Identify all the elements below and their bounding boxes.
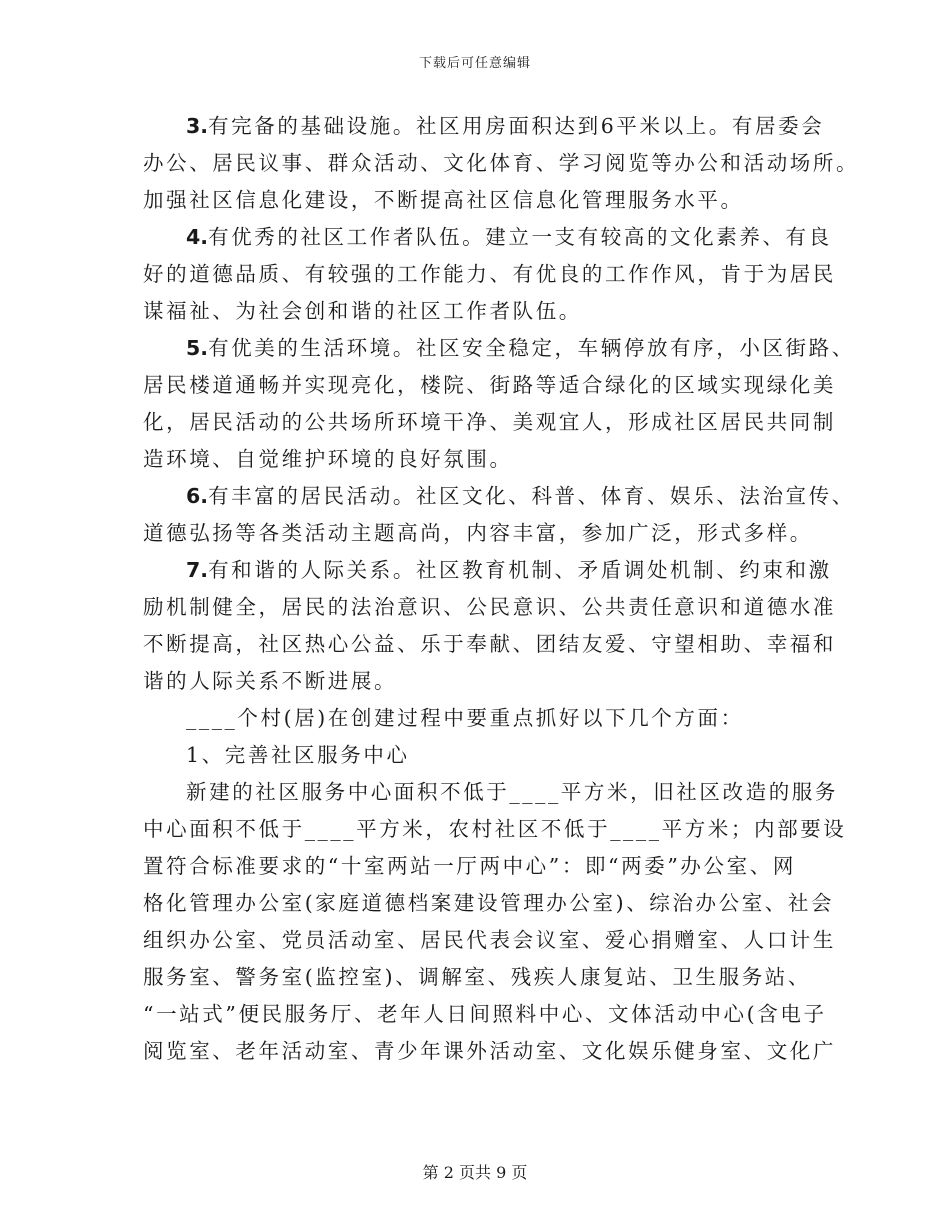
section-heading bbox=[143, 737, 803, 774]
item-number: 3. bbox=[186, 114, 209, 138]
text-line bbox=[143, 330, 855, 367]
text-line: 置符合标准要求的“十室两站一厅两中心”：即“两委”办公室、网 bbox=[143, 854, 796, 878]
text-line: 服务室、警务室(监控室)、调解室、残疾人康复站、卫生服务站、 bbox=[143, 965, 811, 989]
paragraph-service-center bbox=[143, 774, 847, 1070]
text-line: 励机制健全，居民的法治意识、公民意识、公共责任意识和道德水准 bbox=[143, 595, 836, 619]
paragraph-intro bbox=[143, 700, 803, 737]
paragraph-item-7 bbox=[143, 552, 836, 700]
line-text: 有和谐的人际关系。社区教育机制、矛盾调处机制、约束和激 bbox=[208, 558, 832, 582]
text-line: 不断提高，社区热心公益、乐于奉献、团结友爱、守望相助、幸福和 bbox=[143, 632, 836, 656]
text-line bbox=[143, 219, 832, 256]
text-line: 造环境、自觉维护环境的良好氛围。 bbox=[143, 447, 513, 471]
text-line: ____个村(居)在创建过程中要重点抓好以下几个方面： bbox=[186, 706, 744, 730]
text-line: 组织办公室、党员活动室、居民代表会议室、爱心捐赠室、人口计生 bbox=[143, 928, 836, 952]
item-number: 5. bbox=[186, 336, 209, 360]
paragraph-item-6 bbox=[143, 478, 855, 552]
text-line: 格化管理办公室(家庭道德档案建设管理办公室)、综治办公室、社会 bbox=[143, 891, 835, 915]
text-line: 好的道德品质、有较强的工作能力、有优良的工作作风，肯于为居民 bbox=[143, 262, 836, 286]
text-line: 阅览室、老年活动室、青少年课外活动室、文化娱乐健身室、文化广 bbox=[143, 1039, 836, 1063]
page-header: 下载后可任意编辑 bbox=[418, 56, 531, 71]
text-line: 道德弘扬等各类活动主题高尚，内容丰富，参加广泛，形式多样。 bbox=[143, 521, 813, 545]
paragraph-item-3 bbox=[143, 108, 860, 219]
line-text: 有完备的基础设施。社区用房面积达到6平米以上。有居委会 bbox=[208, 114, 825, 138]
text-line bbox=[143, 478, 855, 515]
text-line: 谋福祉、为社会创和谐的社区工作者队伍。 bbox=[143, 299, 582, 323]
page-footer: 第 2 页共 9 页 bbox=[422, 1163, 528, 1182]
text-line: “一站式”便民服务厅、老年人日间照料中心、文体活动中心(含电子 bbox=[143, 1002, 827, 1026]
text-line bbox=[143, 108, 825, 145]
paragraph-item-4 bbox=[143, 219, 836, 330]
text-line: 加强社区信息化建设，不断提高社区信息化管理服务水平。 bbox=[143, 188, 744, 212]
line-text: 有优秀的社区工作者队伍。建立一支有较高的文化素养、有良 bbox=[208, 225, 832, 249]
text-line: 办公、居民议事、群众活动、文化体育、学习阅览等办公和活动场所。 bbox=[143, 151, 860, 175]
item-number: 7. bbox=[186, 558, 209, 582]
paragraph-item-5 bbox=[143, 330, 855, 478]
line-text: 有丰富的居民活动。社区文化、科普、体育、娱乐、法治宣传、 bbox=[208, 484, 855, 508]
text-line: 中心面积不低于____平方米，农村社区不低于____平方米；内部要设 bbox=[143, 817, 847, 841]
text-line bbox=[143, 552, 832, 589]
text-line: 谐的人际关系不断进展。 bbox=[143, 669, 398, 693]
text-line: 化，居民活动的公共场所环境干净、美观宜人，形成社区居民共同制 bbox=[143, 410, 836, 434]
document-body bbox=[143, 108, 860, 1070]
text-line: 新建的社区服务中心面积不低于____平方米，旧社区改造的服务 bbox=[186, 780, 838, 804]
text-line: 1、完善社区服务中心 bbox=[186, 743, 410, 767]
item-number: 4. bbox=[186, 225, 209, 249]
line-text: 有优美的生活环境。社区安全稳定，车辆停放有序，小区街路、 bbox=[208, 336, 855, 360]
item-number: 6. bbox=[186, 484, 209, 508]
text-line: 居民楼道通畅并实现亮化，楼院、街路等适合绿化的区域实现绿化美 bbox=[143, 373, 836, 397]
